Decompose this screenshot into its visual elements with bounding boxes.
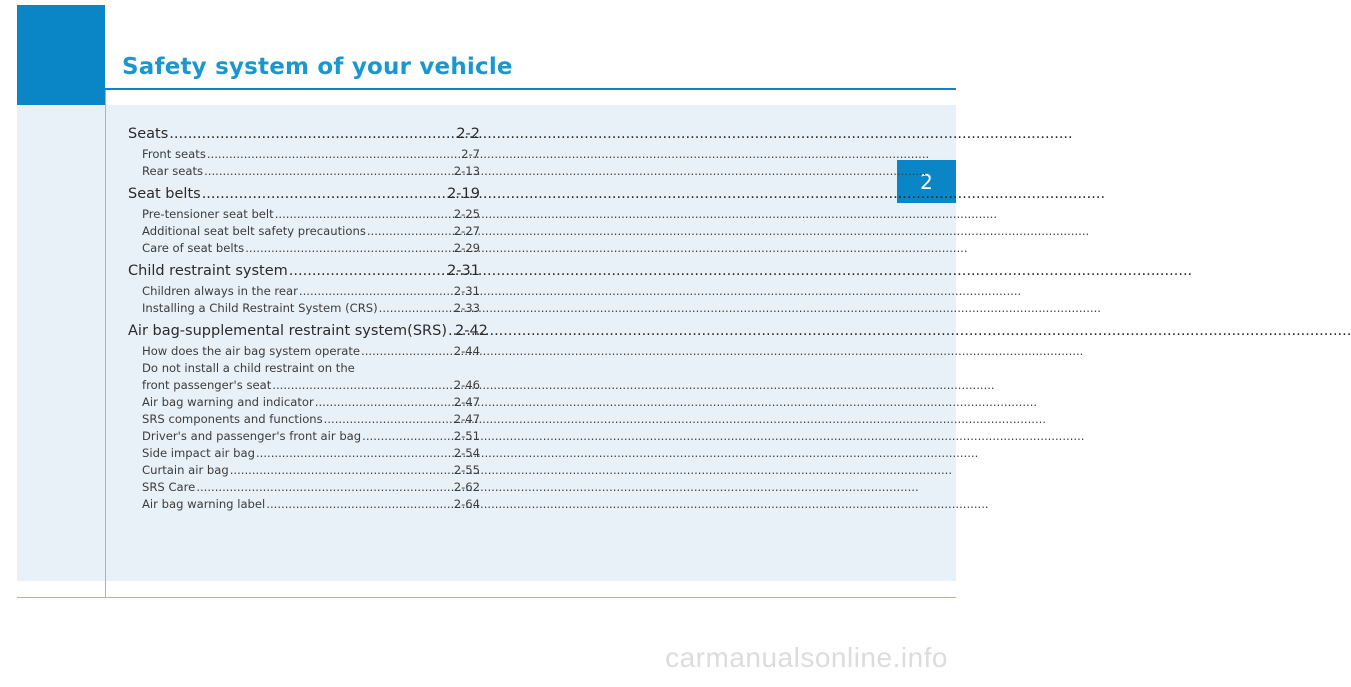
toc-leader-dots <box>272 377 452 394</box>
toc-leader-dots <box>315 394 453 411</box>
toc-item[interactable] <box>128 462 480 479</box>
toc-section <box>128 317 488 513</box>
toc-item-title: Air bag warning label <box>142 497 266 511</box>
toc-item[interactable] <box>128 445 480 462</box>
toc-item[interactable] <box>128 496 480 513</box>
toc-item-title: Children always in the rear <box>142 284 298 298</box>
toc-item-title: Front seats <box>142 147 206 161</box>
toc-leader-dots <box>256 445 453 462</box>
toc-leader-dots <box>379 300 453 317</box>
toc-leader-dots <box>289 259 446 283</box>
toc-leader-dots <box>361 343 453 360</box>
toc-section-page: 2-19 <box>447 186 480 202</box>
toc-item-title: Pre-tensioner seat belt <box>142 207 274 221</box>
toc-item-page: 2-31 <box>453 284 480 298</box>
toc-item[interactable] <box>128 300 480 317</box>
toc-leader-dots <box>169 122 455 146</box>
toc-item[interactable] <box>128 283 480 300</box>
toc-section-entry[interactable] <box>128 120 480 146</box>
toc-item-page: 2-33 <box>453 301 480 315</box>
title-underline <box>105 88 956 90</box>
toc-item[interactable] <box>128 377 480 394</box>
table-of-contents <box>128 120 488 513</box>
toc-item[interactable] <box>128 428 480 445</box>
toc-item-title: front passenger's seat <box>142 378 272 392</box>
toc-item[interactable] <box>128 223 480 240</box>
toc-item-page: 2-55 <box>453 463 480 477</box>
toc-section-title: Child restraint system <box>128 263 288 279</box>
toc-leader-dots <box>275 206 453 223</box>
toc-item-page: 2-62 <box>453 480 480 494</box>
toc-item[interactable] <box>128 206 480 223</box>
toc-section-page: 2-42 <box>454 323 488 339</box>
toc-item[interactable] <box>128 146 480 163</box>
toc-item-page: 2-51 <box>453 429 480 443</box>
toc-item[interactable] <box>128 163 480 180</box>
toc-item-page: 2-47 <box>453 412 480 426</box>
watermark: carmanualsonline.info <box>665 642 948 673</box>
toc-item-page: 2-29 <box>453 241 480 255</box>
toc-section <box>128 120 480 180</box>
toc-leader-dots <box>324 411 453 428</box>
toc-leader-dots <box>266 496 452 513</box>
toc-item-page: 2-54 <box>453 446 480 460</box>
toc-section-title: Seat belts <box>128 186 201 202</box>
toc-leader-dots <box>367 223 453 240</box>
toc-item-title: SRS components and functions <box>142 412 323 426</box>
toc-item-page: 2-7 <box>461 147 480 161</box>
toc-section-entry[interactable] <box>128 317 488 343</box>
toc-section-entry[interactable] <box>128 180 480 206</box>
toc-item-title: Side impact air bag <box>142 446 255 460</box>
chapter-tab[interactable]: 2 <box>897 160 956 203</box>
toc-item-page: 2-27 <box>453 224 480 238</box>
toc-item-title: Driver's and passenger's front air bag <box>142 429 362 443</box>
toc-item-title: Curtain air bag <box>142 463 229 477</box>
toc-item-page: 2-64 <box>453 497 480 511</box>
toc-item-title: How does the air bag system operate <box>142 344 361 358</box>
toc-item-title: Rear seats <box>142 164 204 178</box>
toc-item-title: Additional seat belt safety precautions <box>142 224 366 238</box>
toc-leader-dots <box>299 283 453 300</box>
toc-leader-dots <box>207 146 460 163</box>
toc-leader-dots <box>204 163 453 180</box>
toc-item-page: 2-44 <box>453 344 480 358</box>
toc-item-title: Air bag warning and indicator <box>142 395 314 409</box>
footer-rule <box>17 597 956 598</box>
toc-leader-dots <box>230 462 453 479</box>
toc-item-title: SRS Care <box>142 480 196 494</box>
margin-rule <box>105 90 106 598</box>
toc-section-entry[interactable] <box>128 257 480 283</box>
toc-item-page: 2-13 <box>453 164 480 178</box>
toc-item-page: 2-46 <box>453 378 480 392</box>
toc-item-title: Do not install a child restraint on the <box>142 361 355 375</box>
toc-item[interactable] <box>128 411 480 428</box>
toc-item-page: 2-25 <box>453 207 480 221</box>
toc-section <box>128 257 480 317</box>
toc-item-title: Installing a Child Restraint System (CRS) <box>142 301 378 315</box>
toc-leader-dots <box>245 240 452 257</box>
toc-section <box>128 180 480 257</box>
toc-item[interactable] <box>128 394 480 411</box>
toc-item[interactable] <box>128 343 480 360</box>
toc-leader-dots <box>202 182 446 206</box>
toc-item[interactable] <box>128 240 480 257</box>
toc-item-title: Care of seat belts <box>142 241 245 255</box>
toc-leader-dots <box>362 428 453 445</box>
toc-item[interactable] <box>128 479 480 496</box>
header-color-block <box>17 5 105 105</box>
toc-section-page: 2-31 <box>447 263 480 279</box>
page-title: Safety system of your vehicle <box>122 54 513 80</box>
toc-item[interactable] <box>128 360 480 377</box>
toc-leader-dots <box>196 479 452 496</box>
toc-item-page: 2-47 <box>453 395 480 409</box>
toc-section-page: 2-2 <box>456 126 480 142</box>
toc-section-title: Seats <box>128 126 169 142</box>
toc-leader-dots <box>448 319 454 343</box>
toc-section-title: Air bag-supplemental restraint system(SRS) <box>128 323 447 339</box>
